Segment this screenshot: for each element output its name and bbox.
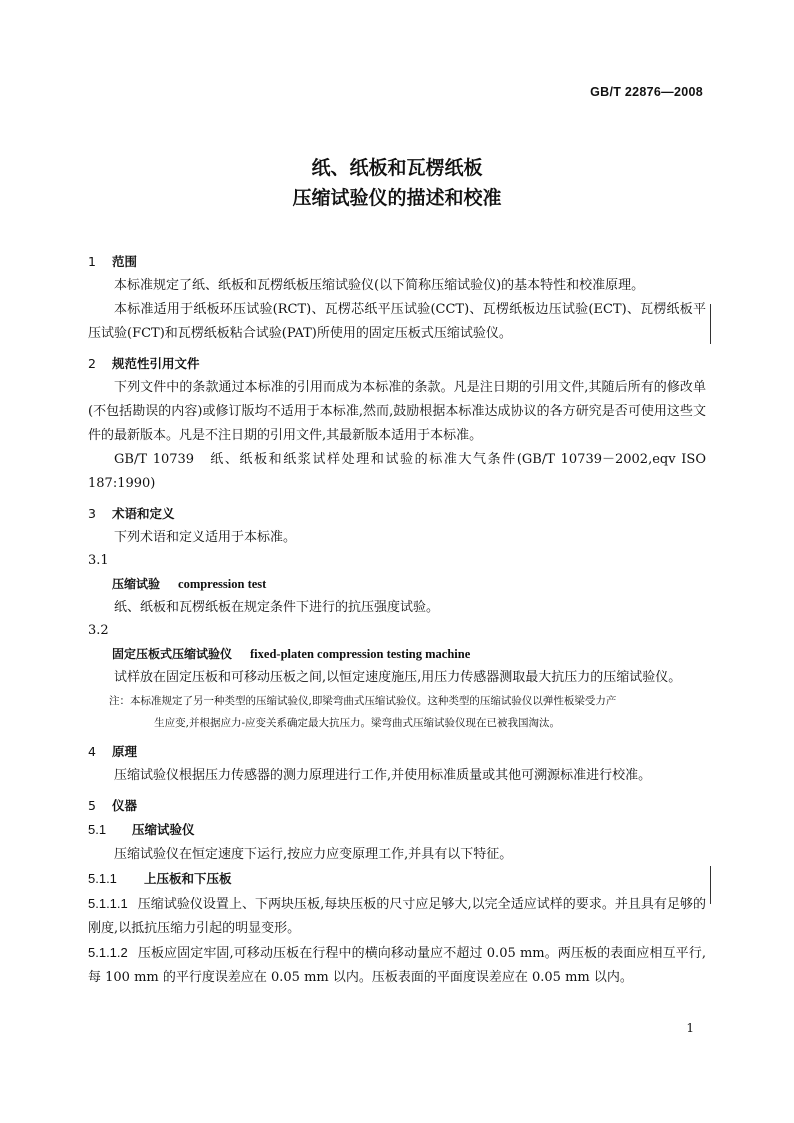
subclause-number: 5.1.1 [88,871,117,886]
clause-text: 压板应固定牢固,可移动压板在行程中的横向移动量应不超过 0.05 mm。两压板的表面应相互平行,每 100 mm 的平行度误差应在 0.05 mm 以内。压板表面的平面度误差应在 0.05 mm 以内。 [88,946,706,985]
section-title: 仪器 [112,798,138,813]
revision-bar [710,866,711,904]
standard-number: GB/T 22876—2008 [590,85,703,99]
page-number: 1 [686,1021,694,1035]
note-line: 生应变,并根据应力-应变关系确定最大抗压力。梁弯曲式压缩试验仪现在已被我国淘汰。 [154,717,561,729]
term-entry [88,642,706,666]
term-number: 3.2 [88,623,109,638]
paragraph: 下列文件中的条款通过本标准的引用而成为本标准的条款。凡是注日期的引用文件,其随后所有的修改单(不包括勘误的内容)或修订版均不适用于本标准,然而,鼓励根据本标准达成协议的各方研究是否可使用这些文件的最新版本。凡是不注日期的引用文件,其最新版本适用于本标准。 [88,380,706,443]
clause-paragraph [88,941,706,990]
term-definition: 试样放在固定压板和可移动压板之间,以恒定速度施压,用压力传感器测取最大抗压力的压缩试验仪。 [114,670,682,685]
normative-reference: GB/T 10739 纸、纸板和纸浆试样处理和试验的标准大气条件(GB/T 10739－2002,eqv ISO 187:1990) [88,452,706,491]
section-number: 4 [88,744,96,759]
revision-bar [710,304,711,344]
note [88,690,706,734]
section-number: 5 [88,798,96,813]
clause-paragraph [88,892,706,941]
clause-text: 压缩试验仪设置上、下两块压板,每块压板的尺寸应足够大,以完全适应试样的要求。并且具有足够的刚度,以抵抗压缩力引起的明显变形。 [88,897,706,936]
section-heading [88,352,706,376]
section-heading [88,502,706,526]
clause-number: 5.1.1.2 [88,945,128,960]
subclause-heading [88,867,706,892]
section-title: 原理 [112,744,138,759]
section-number: 1 [88,254,96,269]
section-title: 术语和定义 [112,506,175,521]
document-title-line-1: 纸、纸板和瓦楞纸板 [311,157,483,179]
term-entry [88,572,706,596]
paragraph: 下列术语和定义适用于本标准。 [114,530,297,545]
clause-number: 5.1.1.1 [88,896,128,911]
section-number: 2 [88,356,96,371]
subclause-title: 上压板和下压板 [144,871,232,886]
section-title: 范围 [112,254,138,269]
section-title: 规范性引用文件 [112,356,200,371]
paragraph: 压缩试验仪在恒定速度下运行,按应力应变原理工作,并具有以下特征。 [114,847,513,862]
section-heading [88,794,706,818]
note-line: 注：本标准规定了另一种类型的压缩试验仪,即梁弯曲式压缩试验仪。这种类型的压缩试验仪以弹性板梁受力产 [109,695,617,707]
term-english: compression test [178,577,267,591]
paragraph: 压缩试验仪根据压力传感器的测力原理进行工作,并使用标准质量或其他可溯源标准进行校准。 [114,768,652,783]
document-title-line-2: 压缩试验仪的描述和校准 [292,187,502,209]
document-body [88,244,706,990]
section-number: 3 [88,506,96,521]
subclause-title: 压缩试验仪 [132,822,195,837]
subclause-number: 5.1 [88,822,107,837]
paragraph: 本标准适用于纸板环压试验(RCT)、瓦楞芯纸平压试验(CCT)、瓦楞纸板边压试验(ECT)、瓦楞纸板平压试验(FCT)和瓦楞纸板粘合试验(PAT)所使用的固定压板式压缩试验仪。 [88,302,706,341]
term-english: fixed-platen compression testing machine [250,647,471,661]
term-chinese: 固定压板式压缩试验仪 [112,647,233,661]
section-heading [88,250,706,274]
term-number: 3.1 [88,553,109,568]
section-heading [88,740,706,764]
paragraph: 本标准规定了纸、纸板和瓦楞纸板压缩试验仪(以下简称压缩试验仪)的基本特性和校准原理。 [114,278,645,293]
term-definition: 纸、纸板和瓦楞纸板在规定条件下进行的抗压强度试验。 [114,600,440,615]
subclause-heading [88,818,706,843]
term-chinese: 压缩试验 [112,577,161,591]
